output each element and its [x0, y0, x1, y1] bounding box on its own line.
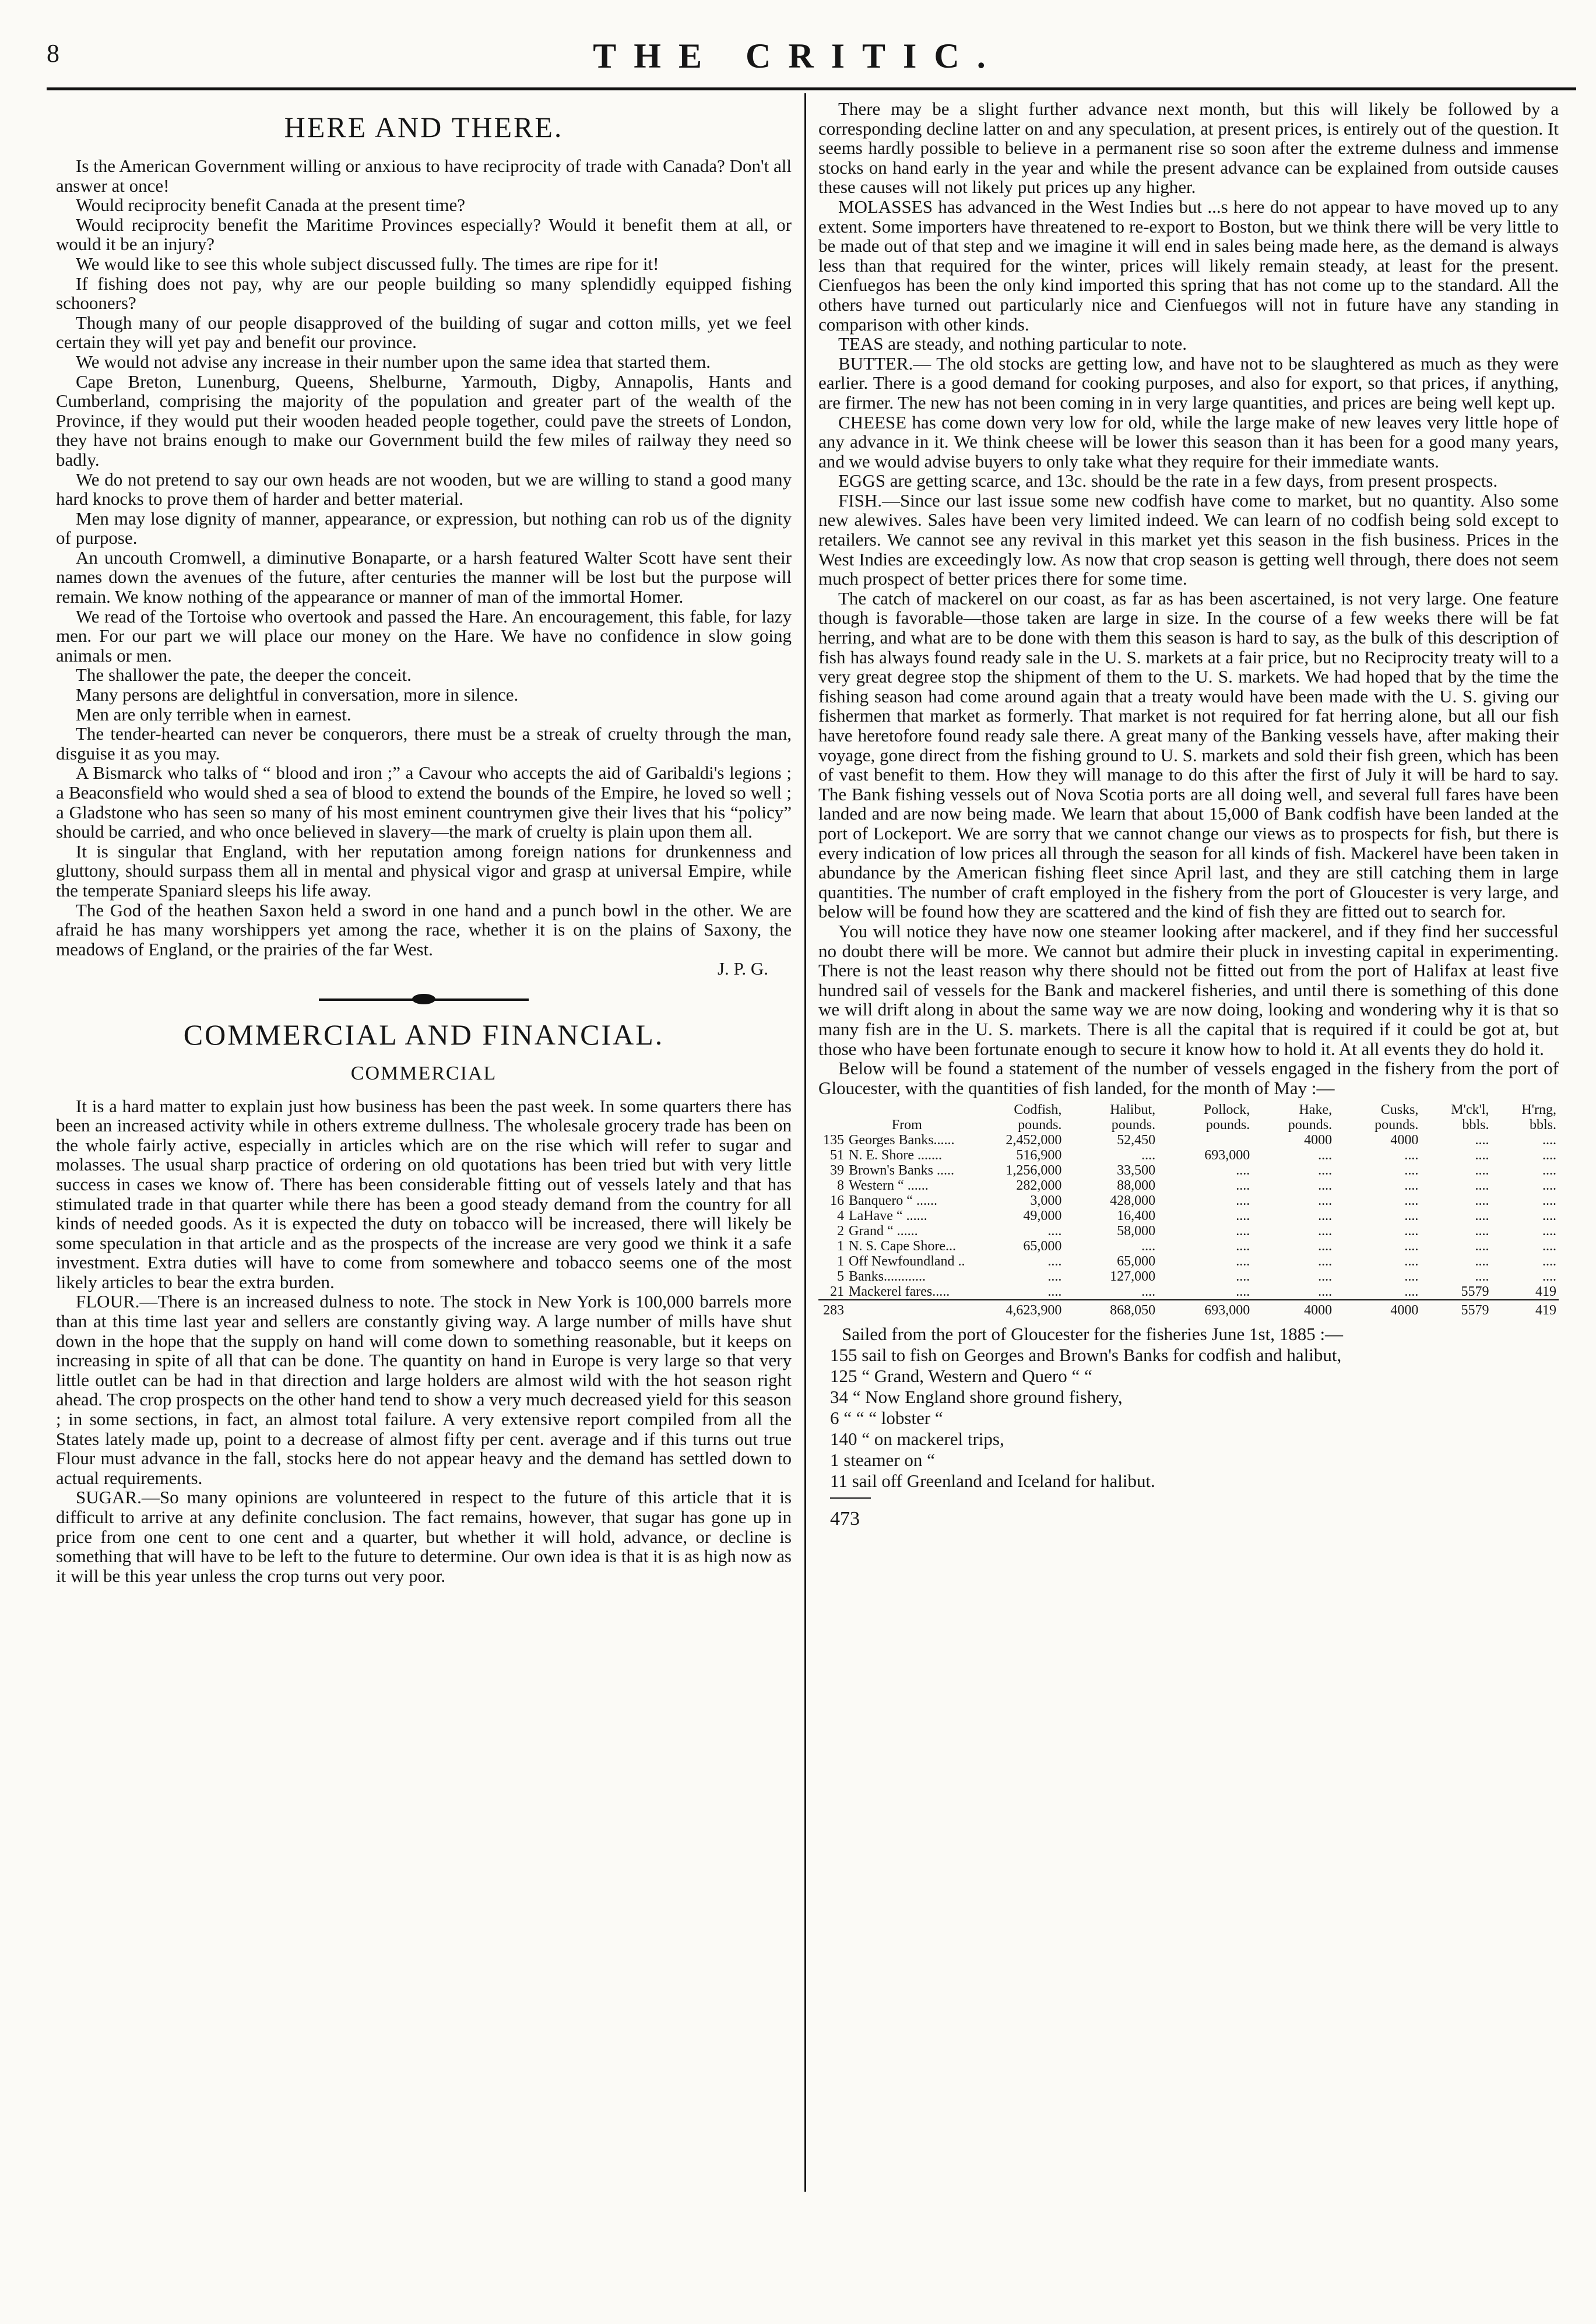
sailed-line: 140 “ on mackerel trips,	[830, 1429, 1004, 1450]
table-cell: ....	[1542, 1193, 1556, 1209]
table-row	[818, 1254, 1559, 1269]
table-cell: ....	[1236, 1193, 1250, 1209]
section-title-here-and-there: HERE AND THERE.	[284, 111, 564, 143]
paragraph: Cape Breton, Lunenburg, Queens, Shelburne, Yarmouth, Digby, Annapolis, Hants and Cumberland, comprising the majority of the population and greater part of the wealth of the Province, if they would put their wooden headed people together, could pave the streets of London, they have not brains enough to make our Government build the few miles of railway they need so badly.	[56, 371, 792, 470]
paragraph: The shallower the pate, the deeper the conceit.	[76, 664, 412, 685]
paragraph: Would reciprocity benefit the Maritime Provinces especially? Would it benefit them at all, or would it be an injury?	[56, 214, 792, 255]
table-cell: ....	[1318, 1239, 1333, 1254]
table-header: H'rng, bbls.	[1521, 1102, 1556, 1133]
table-row	[818, 1284, 1559, 1300]
table-row	[818, 1133, 1559, 1148]
paragraph: Men may lose dignity of manner, appearance, or expression, but nothing can rob us of the dignity of purpose.	[56, 508, 792, 549]
table-cell: Western “ ......	[849, 1178, 929, 1194]
table-cell: ....	[1236, 1223, 1250, 1239]
table-cell: 65,000	[1117, 1254, 1156, 1270]
sailed-line: 6 “ “ “ lobster “	[830, 1408, 943, 1429]
table-header: Codfish, pounds.	[1014, 1102, 1062, 1133]
table-cell: ....	[1318, 1193, 1333, 1209]
table-cell: 5579	[1421, 1300, 1491, 1318]
table-cell: ....	[1475, 1254, 1489, 1270]
table-cell: Off Newfoundland ..	[849, 1254, 965, 1270]
table-cell: Banquero “ ......	[849, 1193, 937, 1209]
paragraph: Many persons are delightful in conversation, more in silence.	[76, 684, 519, 705]
table-cell: 3,000	[1030, 1193, 1062, 1209]
table-header: Halibut, pounds.	[1110, 1102, 1156, 1133]
signature: J. P. G.	[717, 958, 768, 979]
table-cell: 516,900	[1016, 1148, 1062, 1163]
table-cell: ....	[1542, 1208, 1556, 1224]
masthead-title: THE CRITIC.	[593, 37, 1003, 75]
table-cell: 8	[837, 1178, 844, 1194]
sailed-line: 11 sail off Greenland and Iceland for halibut.	[830, 1471, 1155, 1492]
table-header	[818, 1102, 846, 1133]
table-cell: 4000	[1334, 1300, 1421, 1318]
paragraph: It is a hard matter to explain just how business has been the past week. In some quarters there has been an increased activity while in others extreme dullness. The wholesale grocery trade has been on the whole fairly active, especially in articles which are on the rise which will refer to sugar and molasses. The usual sharp practice of ordering on old quotations has been tried but with very little success in cases we know of. There has been considerable fitting out of vessels lately and that has stimulated trade in that quarter while there has been a good steady demand from the country for all kinds of needed goods. As it is expected the duty on tobacco will be increased, there will likely be some speculation in that article and as the prospects of the increase are very good we think it a safe investment. Extra duties will have to come from somewhere and tobacco seems one of the most likely articles to bear the extra burden.	[56, 1095, 792, 1292]
table-cell: 4000	[1304, 1133, 1333, 1148]
table-header: From	[891, 1117, 922, 1133]
table-cell: ....	[1047, 1269, 1062, 1285]
paragraph: The God of the heathen Saxon held a sword in one hand and a punch bowl in the other. We are afraid he has many worshippers yet among the race, whether it is on the plains of Saxony, the meadows of England, or the prairies of the far West.	[56, 899, 792, 959]
column-rule	[804, 93, 806, 2192]
table-cell: ....	[1236, 1208, 1250, 1224]
table-cell: ....	[1475, 1223, 1489, 1239]
paragraph: There may be a slight further advance next month, but this will likely be followed by a corresponding decline latter on and any speculation, at present prices, is entirely out of the question. It seems hardly possible to believe in a permanent rise so soon after the extreme dulness and immense stocks on hand early in the year and while the present advance can be explained from outside causes these causes will not likely put prices up any higher.	[818, 99, 1559, 198]
table-cell: ....	[1475, 1163, 1489, 1179]
table-cell: ....	[1236, 1284, 1250, 1300]
table-cell: 868,050	[1064, 1300, 1158, 1318]
table-cell: N. S. Cape Shore...	[849, 1239, 956, 1254]
sailed-line: 155 sail to fish on Georges and Brown's Banks for codfish and halibut,	[830, 1345, 1342, 1366]
paragraph: Though many of our people disapproved of the building of sugar and cotton mills, yet we feel certain they will yet pay and benefit our province.	[56, 312, 792, 353]
table-cell: ....	[1318, 1223, 1333, 1239]
table-total-row	[818, 1300, 1559, 1318]
table-cell: 21	[830, 1284, 844, 1300]
table-cell: 1	[837, 1254, 844, 1270]
table-cell: 127,000	[1110, 1269, 1156, 1285]
table-cell: ....	[1404, 1193, 1419, 1209]
paragraph: The catch of mackerel on our coast, as far as has been ascertained, is not very large. One feature though is favorable—those taken are large in size. In the course of a few weeks there will be fat herring, and what are to be done with them this season is hard to say, as the bulk of this description of fish has always found ready sale in the U. S. markets at a fair price, but no Reciprocity treaty will to a very great degree stop the shipment of them to the U. S. markets. We had hoped that by the time the fishing season had come around again that a treaty would have been made with the U. S. giving our fishermen that market as formerly. That market is not required for fat herring alone, but all our fish have heretofore found ready sale there. A great many of the Banking vessels have, after making their voyage, gone direct from the fishing ground to U. S. markets and sold their fish green, which has been of vast benefit to them. How they will manage to do this after the first of July it will be hard to say. The Bank fishing vessels out of Nova Scotia ports are all doing well, and several full fares have been landed and are now being made. We learn that about 15,000 of Bank codfish have been landed at the port of Lockeport. We are sorry that we cannot change our views as to prospects for fish, but there is every indication of low prices all through the season for all kinds of fish. Mackerel have been taken in abundance by the American fishing fleet since April last, and they are still catching them in large quantities. The number of craft employed in the fishery from the port of Gloucester is very large, and below will be found how they are scattered and the kind of fish they are fitted out to search for.	[818, 588, 1559, 922]
table-cell: ....	[1542, 1223, 1556, 1239]
table-cell: ....	[1236, 1239, 1250, 1254]
table-cell: ....	[1318, 1178, 1333, 1194]
table-header: Cusks, pounds.	[1374, 1102, 1419, 1133]
paragraph: If fishing does not pay, why are our people building so many splendidly equipped fishing schooners?	[56, 273, 792, 314]
right-column	[818, 99, 1559, 1529]
table-cell: 693,000	[1204, 1148, 1250, 1163]
table-cell: ....	[1318, 1269, 1333, 1285]
table-row	[818, 1223, 1559, 1239]
table-cell: ....	[1475, 1269, 1489, 1285]
table-cell: ....	[1318, 1163, 1333, 1179]
paragraph: We do not pretend to say our own heads are not wooden, but we are willing to stand a good many hard knocks to prove them of harder and better material.	[56, 469, 792, 509]
table-cell: ....	[1404, 1223, 1419, 1239]
table-cell: ....	[1047, 1254, 1062, 1270]
table-cell: ....	[1047, 1223, 1062, 1239]
commercial-body	[56, 1096, 792, 1586]
table-cell: 49,000	[1023, 1208, 1062, 1224]
table-cell: 2	[837, 1223, 844, 1239]
paragraph: BUTTER.— The old stocks are getting low, and have not to be slaughtered as much as they were earlier. There is a good demand for cooking purposes, and also for export, so that prices, if anything, are firmer. The new has not been coming in in very large quantities, and prices are being well kept up.	[818, 353, 1559, 413]
table-row	[818, 1178, 1559, 1193]
paragraph: Men are only terrible when in earnest.	[76, 704, 351, 725]
folio-number: 473	[830, 1508, 860, 1530]
here-and-there-body	[56, 156, 792, 959]
table-cell: Grand “ ......	[849, 1223, 918, 1239]
table-cell: 39	[830, 1163, 844, 1179]
paragraph: MOLASSES has advanced in the West Indies but ...s here do not appear to have moved up to any extent. Some importers have threatened to re-export to Boston, but we think there will be very little to be made out of that step and we imagine it will end in sales being made here, as the demand is always less than that required for the winter, prices will likely remain steady, at least for the present. Cienfuegos has been the only kind imported this spring that has not come up to the standard. All the others have turned out particularly nice and Cienfuegos will not in future have any standing in comparison with other kinds.	[818, 196, 1559, 335]
table-cell: 5	[837, 1269, 844, 1285]
paragraph: Would reciprocity benefit Canada at the present time?	[76, 195, 466, 216]
table-cell: 5579	[1461, 1284, 1489, 1300]
paragraph: A Bismarck who talks of “ blood and iron ;” a Cavour who accepts the aid of Garibaldi's legions ; a Beaconsfield who would shed a sea of blood to extend the bounds of the Empire, he loved so well ; a Gladstone who has seen so many of his most eminent countrymen give their lives that his “policy” should be carried, and who once believed in slavery—the mark of cruelty is plain upon them all.	[56, 762, 792, 842]
paragraph: SUGAR.—So many opinions are volunteered in respect to the future of this article that it is difficult to arrive at any definite conclusion. The fact remains, however, that sugar has gone up in price from one cent to one cent and a quarter, but whether it will hold, advance, or decline is something that will have to be left to the future to determine. Our own idea is that it is as high now as it will be this year unless the crop turns out very poor.	[56, 1487, 792, 1586]
table-cell: 4000	[1252, 1300, 1334, 1318]
table-cell: ....	[1404, 1239, 1419, 1254]
table-cell: 1	[837, 1239, 844, 1254]
paragraph: We read of the Tortoise who overtook and passed the Hare. An encouragement, this fable, for lazy men. For our part we will place our money on the Hare. We have no confidence in slow going animals or men.	[56, 606, 792, 666]
table-cell: ....	[1542, 1254, 1556, 1270]
table-row	[818, 1239, 1559, 1254]
table-cell: ....	[1542, 1148, 1556, 1163]
table-cell: 88,000	[1117, 1178, 1156, 1194]
table-cell: 135	[823, 1133, 844, 1148]
table-cell: ....	[1236, 1254, 1250, 1270]
paragraph: An uncouth Cromwell, a diminutive Bonaparte, or a harsh featured Walter Scott have sent their names down the avenues of the future, after centuries the manner will be lost but the purpose will remain. We know nothing of the appearance or manner of man of the immortal Homer.	[56, 547, 792, 607]
table-cell: Mackerel fares.....	[849, 1284, 950, 1300]
paragraph: FLOUR.—There is an increased dulness to note. The stock in New York is 100,000 barrels more than at this time last year and sellers are constantly giving way. A large number of mills have shut down in the hope that the supply on hand will come down to something reasonable, but it keeps on increasing in spite of all that can be done. The quantity on hand in Europe is very large so that very little outlet can be had in that direction and large holders are almost wild with the hot season right ahead. The crop prospects on the other hand tend to show a very much decreased yield for this season ; in some sections, in fact, an almost total failure. A very extensive report compiled from all the States lately made up, point to a decrease of almost fifty per cent. average and if this turns out true Flour must advance in the fall, stocks here do not appear heavy and the demand has settled down to actual requirements.	[56, 1291, 792, 1488]
table-cell: ....	[1475, 1239, 1489, 1254]
table-cell: 51	[830, 1148, 844, 1163]
table-cell: ....	[1404, 1163, 1419, 1179]
table-cell: ....	[1542, 1163, 1556, 1179]
sailed-list	[818, 1324, 1559, 1492]
sailed-line: 125 “ Grand, Western and Quero “ “	[830, 1366, 1092, 1387]
table-cell: ....	[1141, 1284, 1156, 1300]
table-cell: Georges Banks......	[849, 1133, 955, 1148]
section-divider-ornament	[319, 998, 529, 1001]
table-cell: ....	[1236, 1269, 1250, 1285]
table-cell: ....	[1318, 1284, 1333, 1300]
table-row	[818, 1208, 1559, 1223]
table-row	[818, 1163, 1559, 1178]
table-cell: ....	[1542, 1239, 1556, 1254]
paragraph: TEAS are steady, and nothing particular to note.	[838, 333, 1187, 354]
table-cell: ....	[1404, 1269, 1419, 1285]
table-cell: ....	[1542, 1178, 1556, 1194]
paragraph: FISH.—Since our last issue some new codfish have come to market, but no quantity. Also some new alewives. Sales have been very limited indeed. We can learn of no codfish being sold except to retailers. We cannot see any revival in this market yet this season in the fish business. Prices in the West Indies are exceedingly low. As now that crop season is getting well through, there does not seem much prospect of better prices there for some time.	[818, 490, 1559, 589]
table-cell: ....	[1404, 1254, 1419, 1270]
paragraph: We would like to see this whole subject discussed fully. The times are ripe for it!	[76, 253, 659, 274]
table-cell: ....	[1475, 1208, 1489, 1224]
paragraph: We would not advise any increase in their number upon the same idea that started them.	[76, 351, 711, 372]
folio-rule	[830, 1497, 871, 1499]
table-cell: 4,623,900	[968, 1300, 1064, 1318]
table-header: M'ck'l, bbls.	[1451, 1102, 1489, 1133]
table-cell: ....	[1141, 1148, 1156, 1163]
sailed-line: 1 steamer on “	[830, 1450, 935, 1471]
table-cell: N. E. Shore .......	[849, 1148, 942, 1163]
table-cell: ....	[1141, 1239, 1156, 1254]
table-cell: 4000	[1390, 1133, 1419, 1148]
right-column-body	[818, 99, 1559, 1098]
paragraph: You will notice they have now one steamer looking after mackerel, and if they find her successful no doubt there will be more. We cannot but admire their pluck in investing capital in experimenting. There is not the least reason why there should not be fitted out from the port of Halifax at least five hundred sail of vessels for the Bank and mackerel fisheries, and until there is something of this done we will drift along in about the same way we are now doing, looking and wondering why it is that so many fish are in the U. S. markets. There is all the capital that is required if it could be got at, but those who have been fortunate enough to secure it know how to hold it. At all events they do hold it.	[818, 920, 1559, 1059]
subsection-title-commercial: COMMERCIAL	[350, 1062, 497, 1084]
table-row	[818, 1269, 1559, 1284]
gloucester-fishery-table	[818, 1102, 1559, 1318]
section-title-commercial-financial: COMMERCIAL AND FINANCIAL.	[183, 1018, 665, 1051]
table-cell: ....	[1318, 1254, 1333, 1270]
table-row	[818, 1193, 1559, 1208]
table-cell: 428,000	[1110, 1193, 1156, 1209]
table-cell: ....	[1236, 1178, 1250, 1194]
table-row	[818, 1148, 1559, 1163]
table-cell: 419	[1535, 1284, 1556, 1300]
table-cell: ....	[1475, 1133, 1489, 1148]
table-cell: LaHave “ ......	[849, 1208, 927, 1224]
header-rule	[47, 87, 1576, 90]
table-cell: 58,000	[1117, 1223, 1156, 1239]
sailed-line: 34 “ Now England shore ground fishery,	[830, 1387, 1123, 1408]
table-cell	[846, 1300, 968, 1318]
table-cell: ....	[1475, 1148, 1489, 1163]
table-cell: ....	[1404, 1178, 1419, 1194]
table-cell: ....	[1542, 1269, 1556, 1285]
paragraph: CHEESE has come down very low for old, while the large make of new leaves very little hope of any advance in it. We think cheese will be lower this season than it has been for a good many years, and we would advise buyers to only take what they require for their immediate wants.	[818, 412, 1559, 472]
table-cell: ....	[1236, 1163, 1250, 1179]
page-number: 8	[47, 39, 59, 68]
table-cell: ....	[1542, 1133, 1556, 1148]
paragraph: It is singular that England, with her reputation among foreign nations for drunkenness and gluttony, should surpass them all in mental and physical vigor and grasp at universal Empire, while the temperate Spaniard sleeps his life away.	[56, 841, 792, 901]
table-cell: 283	[818, 1300, 846, 1318]
table-cell: 52,450	[1117, 1133, 1156, 1148]
table-cell: 2,452,000	[1006, 1133, 1062, 1148]
table-cell: ....	[1404, 1208, 1419, 1224]
table-cell: Brown's Banks .....	[849, 1163, 954, 1179]
paragraph: The tender-hearted can never be conquerors, there must be a streak of cruelty through the man, disguise it as you may.	[56, 723, 792, 764]
table-cell: 693,000	[1158, 1300, 1252, 1318]
table-header: Hake, pounds.	[1288, 1102, 1333, 1133]
paragraph: Is the American Government willing or anxious to have reciprocity of trade with Canada? Don't all answer at once!	[56, 156, 792, 196]
table-cell: 419	[1492, 1300, 1559, 1318]
table-cell: 4	[837, 1208, 844, 1224]
paragraph: EGGS are getting scarce, and 13c. should be the rate in a few days, from present prospects.	[838, 470, 1498, 491]
table-cell: ....	[1404, 1284, 1419, 1300]
left-column	[56, 99, 792, 1585]
table-cell	[1158, 1133, 1252, 1148]
table-cell: Banks............	[849, 1269, 926, 1285]
paragraph: Below will be found a statement of the number of vessels engaged in the fishery from the port of Gloucester, with the quantities of fish landed, for the month of May :—	[818, 1058, 1559, 1098]
table-cell: 33,500	[1117, 1163, 1156, 1179]
table-cell: ....	[1318, 1208, 1333, 1224]
table-cell: ....	[1475, 1178, 1489, 1194]
table-cell: 282,000	[1016, 1178, 1062, 1194]
table-header: Pollock, pounds.	[1203, 1102, 1250, 1133]
table-cell: ....	[1404, 1148, 1419, 1163]
sailed-line: Sailed from the port of Gloucester for the fisheries June 1st, 1885 :—	[842, 1324, 1344, 1345]
table-cell: 16	[830, 1193, 844, 1209]
table-cell: 65,000	[1023, 1239, 1062, 1254]
table-cell: ....	[1475, 1193, 1489, 1209]
table-cell: ....	[1318, 1148, 1333, 1163]
table-cell: 1,256,000	[1006, 1163, 1062, 1179]
table-cell: 16,400	[1117, 1208, 1156, 1224]
table-cell: ....	[1047, 1284, 1062, 1300]
